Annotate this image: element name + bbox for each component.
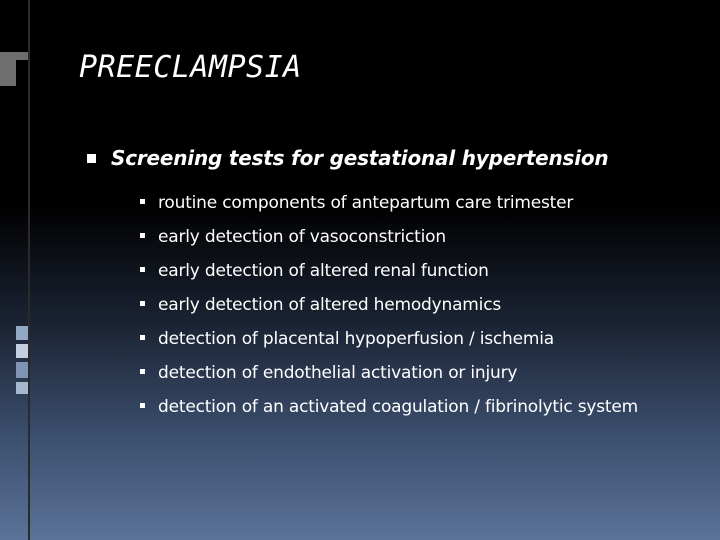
left-divider-line bbox=[28, 0, 30, 540]
bullet-list bbox=[140, 190, 680, 420]
list-item bbox=[140, 258, 680, 284]
list-item bbox=[140, 360, 680, 386]
list-item-text: early detection of altered renal function bbox=[158, 261, 489, 281]
list-item-text: routine components of antepartum care trimester bbox=[158, 193, 574, 213]
section-heading-text: Screening tests for gestational hypertension bbox=[111, 146, 609, 170]
small-square-bullet-icon bbox=[140, 403, 145, 408]
list-item bbox=[140, 224, 680, 250]
list-item bbox=[140, 326, 680, 352]
list-item bbox=[140, 394, 680, 420]
list-item-text: detection of endothelial activation or injury bbox=[158, 363, 518, 383]
list-item-text: detection of an activated coagulation / fibrinolytic system bbox=[158, 397, 638, 417]
list-item-text: early detection of vasoconstriction bbox=[158, 227, 446, 247]
slide-title: PREECLAMPSIA bbox=[79, 50, 302, 85]
accent-bar-3 bbox=[16, 362, 28, 378]
square-bullet-icon bbox=[87, 154, 96, 163]
small-square-bullet-icon bbox=[140, 335, 145, 340]
accent-bar-1 bbox=[16, 326, 28, 340]
list-item-text: early detection of altered hemodynamics bbox=[158, 295, 501, 315]
accent-bar-2 bbox=[16, 344, 28, 358]
small-square-bullet-icon bbox=[140, 369, 145, 374]
accent-bar-4 bbox=[16, 382, 28, 394]
corner-decoration bbox=[0, 52, 28, 86]
corner-decoration-inner bbox=[16, 60, 28, 86]
small-square-bullet-icon bbox=[140, 267, 145, 272]
list-item bbox=[140, 190, 680, 216]
small-square-bullet-icon bbox=[140, 199, 145, 204]
list-item bbox=[140, 292, 680, 318]
small-square-bullet-icon bbox=[140, 301, 145, 306]
section-heading bbox=[87, 146, 608, 170]
small-square-bullet-icon bbox=[140, 233, 145, 238]
list-item-text: detection of placental hypoperfusion / ischemia bbox=[158, 329, 554, 349]
